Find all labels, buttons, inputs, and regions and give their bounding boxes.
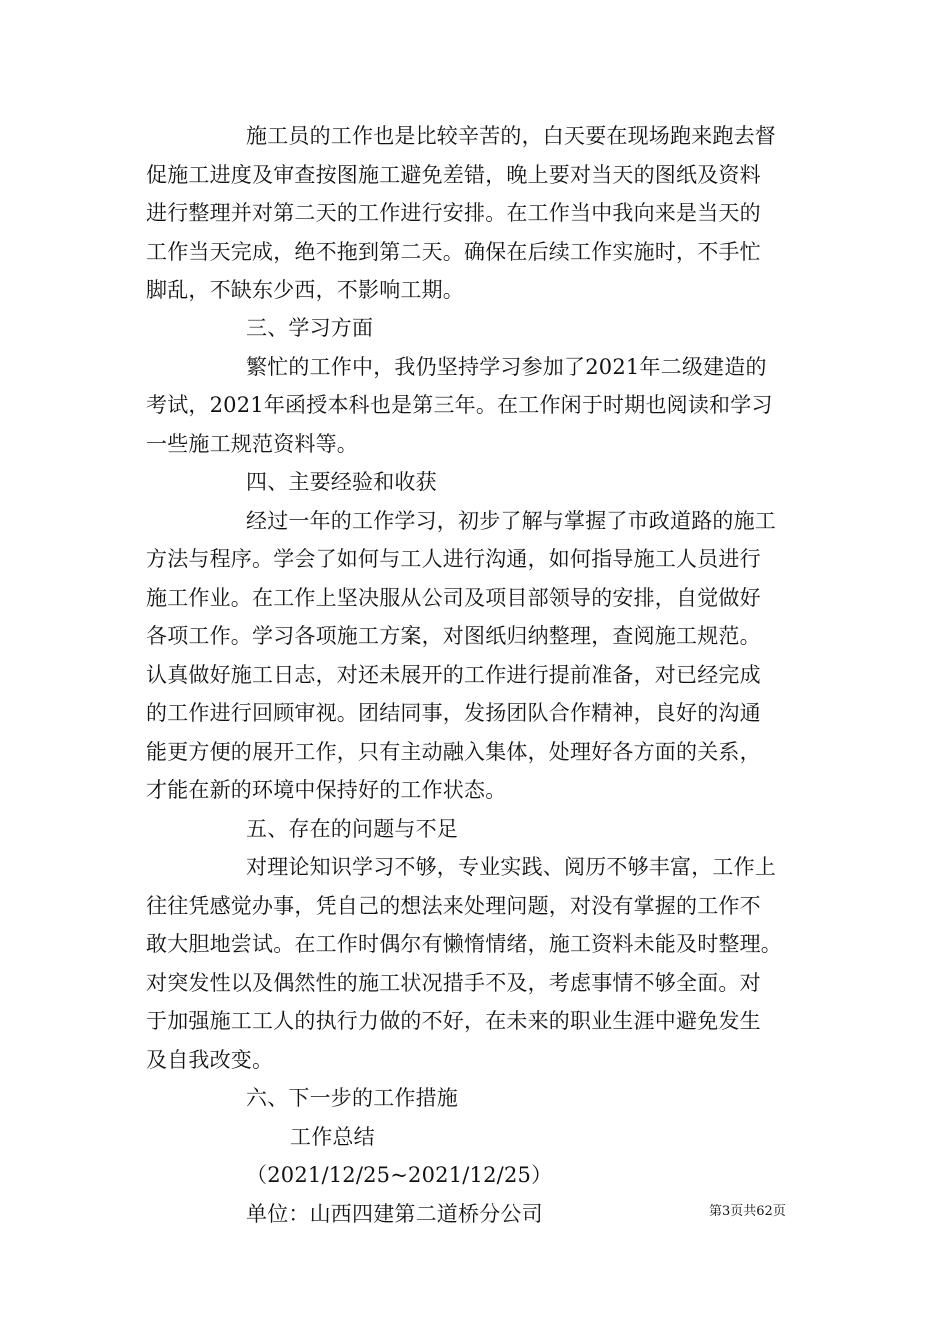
section-heading: 三、学习方面 — [246, 316, 374, 340]
text-line: 一些施工规范资料等。 — [146, 432, 358, 456]
organization-line: 单位：山西四建第二道桥分公司 — [246, 1202, 543, 1226]
text-line: 施工作业。在工作上坚决服从公司及项目部领导的安排，自觉做好 — [146, 586, 761, 610]
text-line: 才能在新的环境中保持好的工作状态。 — [146, 778, 507, 802]
text-line: 对理论知识学习不够，专业实践、阅历不够丰富，工作上 — [246, 855, 776, 879]
text-line: 考试，2021年函授本科也是第三年。在工作闲于时期也阅读和学习 — [146, 393, 773, 417]
page-number: 第3页共62页 — [709, 1204, 786, 1219]
text-line: 及自我改变。 — [146, 1048, 274, 1072]
date-range: （2021/12/25~2021/12/25） — [246, 1163, 553, 1187]
section-heading: 四、主要经验和收获 — [246, 470, 437, 494]
text-line: 促施工进度及审查按图施工避免差错，晚上要对当天的图纸及资料 — [146, 163, 761, 187]
text-line: 方法与程序。学会了如何与工人进行沟通，如何指导施工人员进行 — [146, 547, 761, 571]
text-line: 经过一年的工作学习，初步了解与掌握了市政道路的施工 — [246, 509, 776, 533]
text-line: 敢大胆地尝试。在工作时偶尔有懒惰情绪，施工资料未能及时整理。 — [146, 932, 782, 956]
text-line: 各项工作。学习各项施工方案，对图纸归纳整理，查阅施工规范。 — [146, 624, 761, 648]
text-line: 施工员的工作也是比较辛苦的，白天要在现场跑来跑去督 — [246, 124, 776, 148]
text-line: 的工作进行回顾审视。团结同事，发扬团队合作精神，良好的沟通 — [146, 701, 761, 725]
section-heading: 五、存在的问题与不足 — [246, 817, 458, 841]
section-heading: 六、下一步的工作措施 — [246, 1086, 458, 1110]
text-line: 能更方便的展开工作，只有主动融入集体，处理好各方面的关系， — [146, 740, 761, 764]
text-line: 认真做好施工日志，对还未展开的工作进行提前准备，对已经完成 — [146, 663, 761, 687]
text-line: 繁忙的工作中，我仍坚持学习参加了2021年二级建造的 — [246, 355, 767, 379]
text-line: 工作当天完成，绝不拖到第二天。确保在后续工作实施时，不手忙 — [146, 240, 761, 264]
text-line: 对突发性以及偶然性的施工状况措手不及，考虑事情不够全面。对 — [146, 971, 761, 995]
text-line: 于加强施工工人的执行力做的不好，在未来的职业生涯中避免发生 — [146, 1009, 761, 1033]
summary-title: 工作总结 — [290, 1125, 375, 1149]
text-line: 脚乱，不缺东少西，不影响工期。 — [146, 278, 464, 302]
text-line: 往往凭感觉办事，凭自己的想法来处理问题，对没有掌握的工作不 — [146, 894, 761, 918]
text-line: 进行整理并对第二天的工作进行安排。在工作当中我向来是当天的 — [146, 201, 761, 225]
